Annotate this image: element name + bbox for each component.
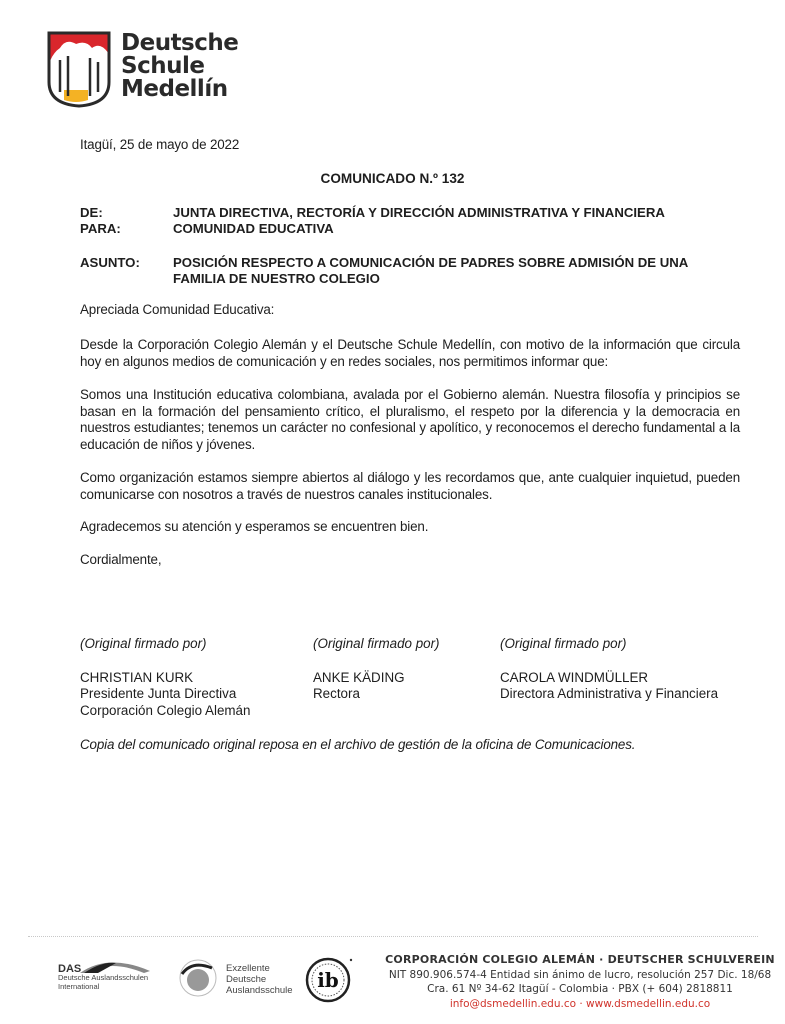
signer-role: Directora Administrativa y Financiera	[500, 686, 719, 701]
org-contact	[380, 997, 780, 1012]
de-label: DE:	[80, 205, 103, 220]
copy-note: Copia del comunicado original reposa en el archivo de gestión de la oficina de Comunicaciones.	[80, 737, 636, 752]
closing: Cordialmente,	[80, 552, 162, 567]
das-line-2: International	[58, 982, 100, 991]
org-legal: NIT 890.906.574-4 Entidad sin ánimo de lucro, resolución 257 Dic. 18/68	[388, 968, 772, 981]
signed-note: (Original firmado por)	[313, 636, 440, 651]
contact-separator: ·	[576, 997, 587, 1010]
das-title: DAS	[58, 963, 82, 975]
greeting: Apreciada Comunidad Educativa:	[80, 302, 275, 317]
website-link[interactable]: www.dsmedellin.edu.co	[586, 997, 711, 1010]
email-link[interactable]: info@dsmedellin.edu.co	[449, 997, 577, 1010]
paragraph-3: Como organización estamos siempre abiertos al diálogo y les recordamos que, ante cualquier inquietud, pueden comunicarse con nosotros a través de nuestros canales institucionales.	[80, 470, 740, 502]
ib-label: ib	[317, 968, 339, 992]
signer-role: Rectora	[313, 686, 360, 701]
signer-name: CAROLA WINDMÜLLER	[500, 669, 649, 685]
school-name-logo	[121, 32, 238, 101]
de-value: JUNTA DIRECTIVA, RECTORÍA Y DIRECCIÓN ADMINISTRATIVA Y FINANCIERA	[173, 205, 665, 220]
signer-org: Corporación Colegio Alemán	[80, 702, 251, 718]
signed-note: (Original firmado por)	[80, 636, 207, 651]
signer-name: CHRISTIAN KURK	[80, 669, 194, 685]
das-line-1: Deutsche Auslandsschulen	[58, 973, 149, 982]
logo-line-3: Medellín	[121, 76, 228, 102]
excellent-line-1: Exzellente	[226, 963, 270, 974]
excellent-line-2: Deutsche	[226, 974, 267, 985]
letter-title: COMUNICADO N.º 132	[320, 171, 465, 186]
signature-block-2	[313, 636, 440, 703]
signer-role: Presidente Junta Directiva	[80, 686, 237, 701]
asunto-label: ASUNTO:	[80, 255, 140, 270]
excellent-school-seal-icon	[178, 958, 218, 998]
signature-block-3	[500, 636, 718, 703]
das-subtitle	[58, 973, 148, 991]
ib-world-school-icon	[304, 954, 354, 1004]
excellent-school-label	[226, 963, 293, 996]
signed-note: (Original firmado por)	[500, 636, 627, 651]
signer-name: ANKE KÄDING	[313, 669, 405, 685]
footer-divider	[28, 936, 758, 937]
paragraph-2: Somos una Institución educativa colombiana, avalada por el Gobierno alemán. Nuestra filosofía y principios se basan en la formación del pensamiento crítico, el pluralismo, el respeto por la diferencia y la democracia en nuestros estudiantes; tenemos un carácter no confesional y apolítico, y reconocemos el derecho fundamental a la educación de niños y jóvenes.	[80, 387, 740, 452]
school-crest-logo	[46, 30, 112, 108]
excellent-line-3: Auslandsschule	[226, 985, 293, 996]
paragraph-4: Agradecemos su atención y esperamos se encuentren bien.	[80, 519, 429, 534]
org-name: CORPORACIÓN COLEGIO ALEMÁN · DEUTSCHER SCHULVEREIN	[385, 953, 775, 966]
logo-line-2: Schule	[121, 53, 205, 79]
para-label: PARA:	[80, 221, 121, 236]
logo-line-1: Deutsche	[121, 30, 239, 56]
asunto-value: POSICIÓN RESPECTO A COMUNICACIÓN DE PADRES SOBRE ADMISIÓN DE UNA FAMILIA DE NUESTRO COLEGIO	[173, 255, 688, 286]
org-address: Cra. 61 Nº 34-62 Itagüí - Colombia · PBX (+ 604) 2818811	[427, 983, 733, 995]
letter-date: Itagüí, 25 de mayo de 2022	[80, 137, 240, 152]
paragraph-1: Desde la Corporación Colegio Alemán y el Deutsche Schule Medellín, con motivo de la información que circula hoy en algunos medios de comunicación y en redes sociales, nos permitimos informar que:	[80, 337, 740, 369]
signature-block-1	[80, 636, 250, 719]
para-value: COMUNIDAD EDUCATIVA	[173, 221, 334, 236]
footer-organization-info	[380, 953, 780, 1011]
